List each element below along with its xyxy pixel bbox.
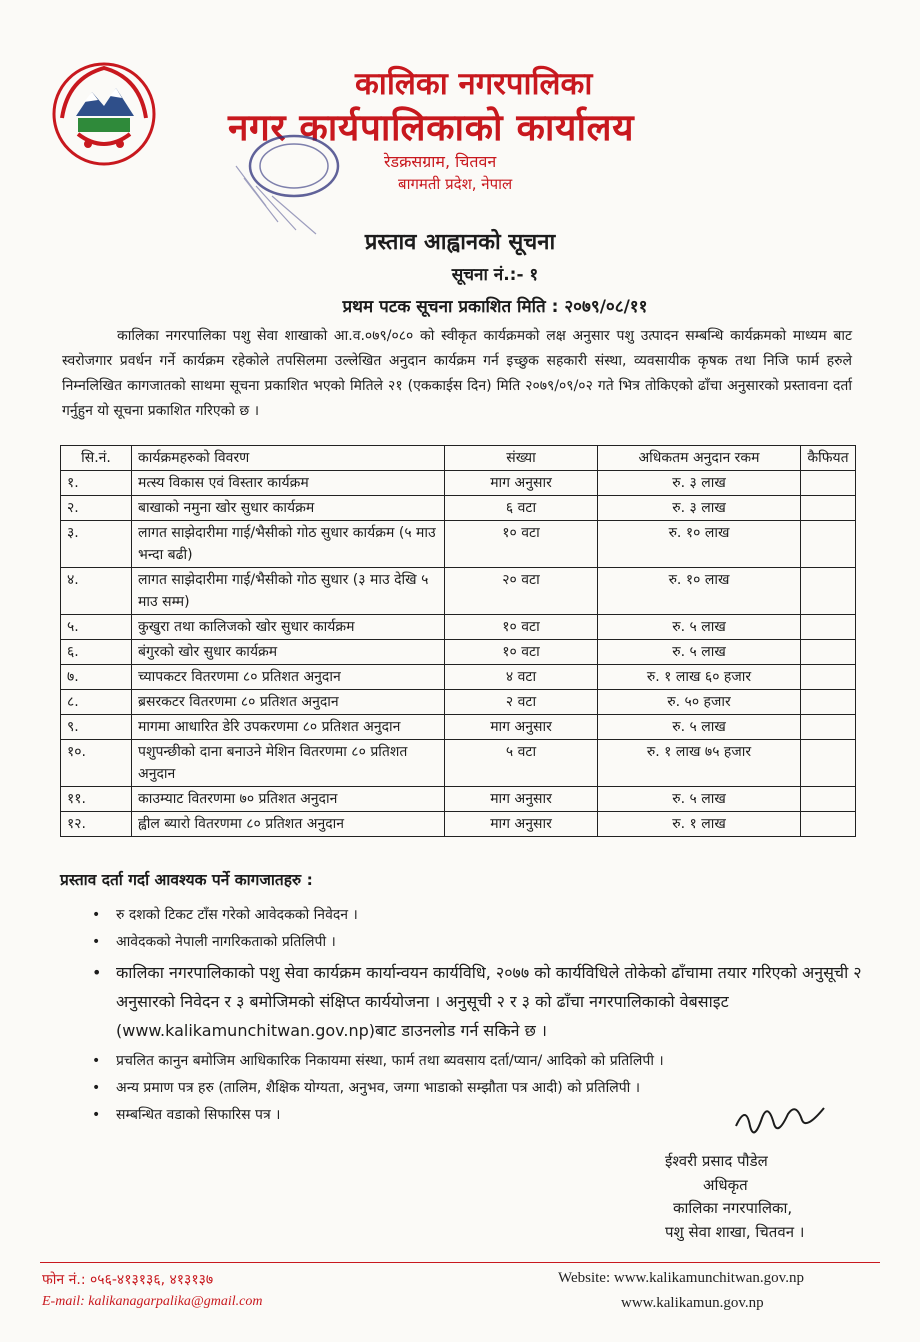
- notice-title: प्रस्ताव आह्वानको सूचना: [364, 230, 556, 255]
- cell-remarks: [801, 787, 856, 812]
- cell-remarks: [801, 812, 856, 837]
- office-province: बागमती प्रदेश, नेपाल: [398, 175, 513, 193]
- cell-quantity: माग अनुसार: [445, 471, 598, 496]
- cell-quantity: १० वटा: [445, 640, 598, 665]
- cell-quantity: १० वटा: [445, 615, 598, 640]
- list-item: • सम्बन्धित वडाको सिफारिस पत्र ।: [92, 1104, 862, 1126]
- cell-amount: रु. ३ लाख: [598, 471, 801, 496]
- cell-remarks: [801, 640, 856, 665]
- cell-description: लागत साझेदारीमा गाई/भैसीको गोठ सुधार कार्यक्रम (५ माउ भन्दा बढी): [132, 521, 445, 568]
- cell-amount: रु. १० लाख: [598, 521, 801, 568]
- bullet-icon: •: [92, 1053, 101, 1069]
- signatory-designation: अधिकृत: [703, 1175, 748, 1194]
- header-remarks: कैफियत: [801, 446, 856, 471]
- notice-number: सूचना नं.:- १: [451, 265, 539, 285]
- cell-amount: रु. ५० हजार: [598, 690, 801, 715]
- programs-table: [60, 445, 856, 837]
- cell-quantity: १० वटा: [445, 521, 598, 568]
- cell-quantity: माग अनुसार: [445, 715, 598, 740]
- cell-sn: ५.: [61, 615, 132, 640]
- cell-sn: ४.: [61, 568, 132, 615]
- cell-amount: रु. १० लाख: [598, 568, 801, 615]
- cell-sn: ६.: [61, 640, 132, 665]
- cell-remarks: [801, 615, 856, 640]
- bullet-icon: •: [92, 1107, 101, 1123]
- footer-phone: फोन नं.: ०५६-४१३१३६, ४१३१३७: [42, 1272, 214, 1288]
- bullet-icon: •: [92, 963, 102, 982]
- bullet-icon: •: [92, 907, 101, 923]
- office-name: नगर कार्यपालिकाको कार्यालय: [228, 106, 635, 149]
- table-row: [61, 568, 856, 615]
- table-row: [61, 640, 856, 665]
- cell-description: कुखुरा तथा कालिजको खोर सुधार कार्यक्रम: [132, 615, 445, 640]
- cell-sn: ८.: [61, 690, 132, 715]
- cell-amount: रु. ५ लाख: [598, 615, 801, 640]
- cell-sn: ११.: [61, 787, 132, 812]
- table-row: [61, 471, 856, 496]
- cell-quantity: माग अनुसार: [445, 812, 598, 837]
- notice-body: कालिका नगरपालिका पशु सेवा शाखाको आ.व.०७९/०८० को स्वीकृत कार्यक्रमको लक्ष अनुसार पशु उत्पादन सम्बन्धि कार्यक्रमको माध्यम बाट स्वरोजगार प्रवर्धन गर्ने कार्यक्रम रहेकोले तपसिलमा उल्लेखित अनुदान कार्यक्रम गर्न इच्छुक सहकारी संस्था, व्यवसायीक कृषक तथा निजि फार्म हरुले निम्नलिखित कागजातको साथमा सूचना प्रकाशित भएको मितिले २१ (एककाईस दिन) मिति २०७९/०९/०२ गते भित्र तोकिएको ढाँचा अनुसारको प्रस्तावना दर्ता गर्नुहुन यो सूचना प्रकाशित गरिएको छ ।: [62, 328, 852, 419]
- table-row: [61, 521, 856, 568]
- cell-description: ब्रसरकटर वितरणमा ८० प्रतिशत अनुदान: [132, 690, 445, 715]
- table-row: [61, 665, 856, 690]
- table-row: [61, 812, 856, 837]
- footer-website: Website: www.kalikamunchitwan.gov.np: [558, 1270, 804, 1286]
- signatory-block: [665, 1150, 865, 1244]
- list-item: • आवेदकको नेपाली नागरिकताको प्रतिलिपी ।: [92, 931, 862, 953]
- table-row: [61, 496, 856, 521]
- list-item: • रु दशको टिकट टाँस गरेको आवेदकको निवेदन ।: [92, 904, 862, 926]
- cell-remarks: [801, 471, 856, 496]
- cell-quantity: ५ वटा: [445, 740, 598, 787]
- signature: [730, 1096, 830, 1148]
- cell-amount: रु. १ लाख: [598, 812, 801, 837]
- cell-description: काउम्याट वितरणमा ७० प्रतिशत अनुदान: [132, 787, 445, 812]
- cell-remarks: [801, 568, 856, 615]
- cell-remarks: [801, 496, 856, 521]
- footer-email: E-mail: kalikanagarpalika@gmail.com: [42, 1294, 263, 1309]
- footer-website-alt: www.kalikamun.gov.np: [621, 1295, 764, 1311]
- cell-amount: रु. ५ लाख: [598, 715, 801, 740]
- table-row: [61, 787, 856, 812]
- cell-amount: रु. ५ लाख: [598, 640, 801, 665]
- cell-quantity: माग अनुसार: [445, 787, 598, 812]
- cell-description: ह्वील ब्यारो वितरणमा ८० प्रतिशत अनुदान: [132, 812, 445, 837]
- cell-remarks: [801, 690, 856, 715]
- office-address: रेडक्रसग्राम, चितवन: [384, 152, 497, 171]
- footer-divider: [40, 1262, 880, 1263]
- cell-sn: ३.: [61, 521, 132, 568]
- cell-amount: रु. १ लाख ६० हजार: [598, 665, 801, 690]
- cell-sn: ९.: [61, 715, 132, 740]
- list-item: • अन्य प्रमाण पत्र हरु (तालिम, शैक्षिक योग्यता, अनुभव, जग्गा भाडाको सम्झौता पत्र आदी) को प्रतिलिपी ।: [92, 1077, 862, 1099]
- cell-description: लागत साझेदारीमा गाई/भैसीको गोठ सुधार (३ माउ देखि ५ माउ सम्म): [132, 568, 445, 615]
- cell-sn: १०.: [61, 740, 132, 787]
- cell-description: बाखाको नमुना खोर सुधार कार्यक्रम: [132, 496, 445, 521]
- documents-heading: प्रस्ताव दर्ता गर्दा आवश्यक पर्ने कागजातहरु :: [60, 871, 313, 889]
- bullet-icon: •: [92, 934, 101, 950]
- table-row: [61, 715, 856, 740]
- cell-description: च्यापकटर वितरणमा ८० प्रतिशत अनुदान: [132, 665, 445, 690]
- cell-amount: रु. ३ लाख: [598, 496, 801, 521]
- cell-sn: १२.: [61, 812, 132, 837]
- cell-quantity: ४ वटा: [445, 665, 598, 690]
- cell-amount: रु. ५ लाख: [598, 787, 801, 812]
- cell-quantity: ६ वटा: [445, 496, 598, 521]
- cell-remarks: [801, 665, 856, 690]
- table-row: [61, 615, 856, 640]
- table-header-row: [61, 446, 856, 471]
- office-stamp: [226, 126, 356, 238]
- cell-remarks: [801, 521, 856, 568]
- signatory-branch: पशु सेवा शाखा, चितवन ।: [665, 1222, 805, 1241]
- cell-remarks: [801, 740, 856, 787]
- cell-amount: रु. १ लाख ७५ हजार: [598, 740, 801, 787]
- header-quantity: संख्या: [445, 446, 598, 471]
- cell-remarks: [801, 715, 856, 740]
- list-item: • प्रचलित कानुन बमोजिम आधिकारिक निकायमा संस्था, फार्म तथा ब्यवसाय दर्ता/प्यान/ आदिको को प्रतिलिपी ।: [92, 1050, 862, 1072]
- cell-description: पशुपन्छीको दाना बनाउने मेशिन वितरणमा ८० प्रतिशत अनुदान: [132, 740, 445, 787]
- table-row: [61, 690, 856, 715]
- cell-quantity: २ वटा: [445, 690, 598, 715]
- signatory-name: ईश्वरी प्रसाद पौडेल: [665, 1152, 768, 1170]
- header-sn: सि.नं.: [61, 446, 132, 471]
- government-emblem: [48, 58, 160, 170]
- cell-sn: ७.: [61, 665, 132, 690]
- header-amount: अधिकतम अनुदान रकम: [598, 446, 801, 471]
- cell-sn: १.: [61, 471, 132, 496]
- cell-description: मत्स्य विकास एवं विस्तार कार्यक्रम: [132, 471, 445, 496]
- cell-description: मागमा आधारित डेरि उपकरणमा ८० प्रतिशत अनुदान: [132, 715, 445, 740]
- cell-quantity: २० वटा: [445, 568, 598, 615]
- signatory-office: कालिका नगरपालिका,: [673, 1199, 793, 1217]
- publish-date: प्रथम पटक सूचना प्रकाशित मिति : २०७९/०८/११: [342, 297, 648, 317]
- list-item: • कालिका नगरपालिकाको पशु सेवा कार्यक्रम कार्यान्वयन कार्यविधि, २०७७ को कार्यविधिले तोकेको ढाँचामा तयार गरिएको अनुसूची २ अनुसारको निवेदन र ३ बमोजिमको संक्षिप्त कार्ययोजना । अनुसूची २ र ३ को ढाँचा नगरपालिकाको वेबसाइट (www.kalikamunchitwan.gov.np)बाट डाउनलोड गर्न सकिने छ ।: [92, 958, 862, 1045]
- org-name: कालिका नगरपालिका: [355, 66, 593, 102]
- header-description: कार्यक्रमहरुको विवरण: [132, 446, 445, 471]
- cell-description: बंगुरको खोर सुधार कार्यक्रम: [132, 640, 445, 665]
- cell-sn: २.: [61, 496, 132, 521]
- table-row: [61, 740, 856, 787]
- bullet-icon: •: [92, 1080, 101, 1096]
